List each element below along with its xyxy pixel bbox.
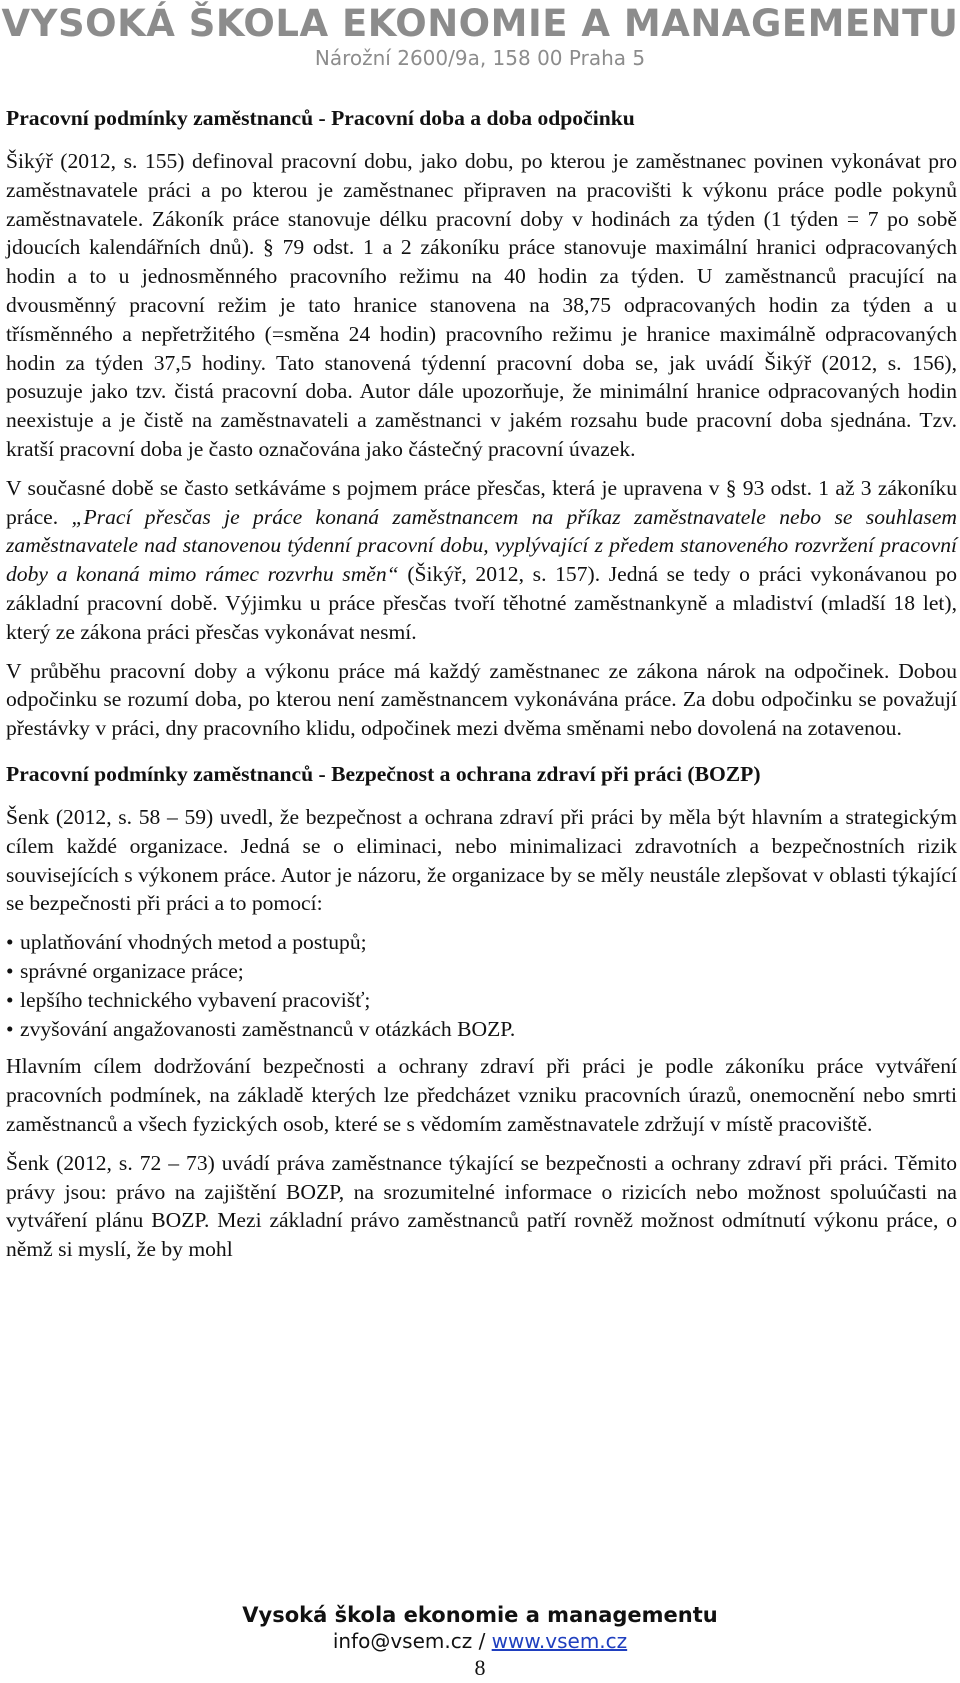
list-item: • lepšího technického vybavení pracovišť; bbox=[6, 986, 957, 1015]
overtime-quote: „Prací přesčas je práce konaná zaměstnancem na příkaz zaměstnavatele nebo se souhlasem zaměstnavatele nad stanovenou týdenní pracovní dobu, vyplývající z předem stanoveného rozvržení pracovní doby a konaná mimo rámec rozvrhu směn“ bbox=[6, 504, 957, 587]
bullet-icon: • bbox=[6, 958, 14, 983]
bullet-icon: • bbox=[6, 987, 14, 1012]
footer-separator: / bbox=[472, 1629, 492, 1653]
paragraph-working-time: Šikýř (2012, s. 155) definoval pracovní dobu, jako dobu, po kterou je zaměstnanec povinen vykonávat pro zaměstnavatele práci a po kterou je zaměstnanec připraven na pracovišti k výkonu práce podle pokynů zaměstnavatele. Zákoník práce stanovuje délku pracovní doby v hodinách za týden (1 týden = 7 po sobě jdoucích kalendářních dnů). § 79 odst. 1 a 2 zákoníku práce stanovuje maximální hranici odpracovaných hodin a to u jednosměnného pracovního režimu na 40 hodin za týden. U zaměstnanců pracující na dvousměnný pracovní režim je tato hranice stanovena na 38,75 odpracovaných hodin za týden a u třísměnného a nepřetržitého (=směna 24 hodin) pracovního režimu je hranice maximálně odpracovaných hodin za týden 37,5 hodiny. Tato stanovená týdenní pracovní doba se, jak uvádí Šikýř (2012, s. 156), posuzuje jako tzv. čistá pracovní doba. Autor dále upozorňuje, že minimální hranice odpracovaných hodin neexistuje a je čistě na zaměstnavateli a zaměstnanci v jakém rozsahu bude pracovní doba sjednána. Tzv. kratší pracovní doba je často označována jako částečný pracovní úvazek. bbox=[6, 149, 957, 461]
footer-website-link[interactable]: www.vsem.cz bbox=[491, 1629, 628, 1653]
paragraph-bozp-goal: Hlavním cílem dodržování bezpečnosti a ochrany zdraví při práci je podle zákoníku práce vytváření pracovních podmínek, na základě kterých lze předcházet vzniku pracovních úrazů, onemocnění nebo smrti zaměstnanců a všech fyzických osob, které se s vědomím zaměstnavatele zdržují v místě pracoviště. bbox=[6, 1054, 957, 1136]
list-item: • uplatňování vhodných metod a postupů; bbox=[6, 928, 957, 957]
list-item: • správné organizace práce; bbox=[6, 957, 957, 986]
document-body bbox=[6, 103, 957, 1274]
bullet-icon: • bbox=[6, 930, 14, 955]
bozp-measures-list bbox=[6, 928, 957, 1043]
page-footer bbox=[0, 1602, 960, 1680]
section-heading-working-time: Pracovní podmínky zaměstnanců - Pracovní doba a doba odpočinku bbox=[6, 106, 635, 130]
footer-school-name: Vysoká škola ekonomie a managementu bbox=[242, 1603, 718, 1627]
header-title: VYSOKÁ ŠKOLA EKONOMIE A MANAGEMENTU bbox=[1, 2, 959, 45]
header-address: Nárožní 2600/9a, 158 00 Praha 5 bbox=[314, 46, 646, 70]
section-heading-bozp: Pracovní podmínky zaměstnanců - Bezpečnost a ochrana zdraví při práci (BOZP) bbox=[6, 761, 761, 786]
paragraph-overtime-end: (Šikýř, 2012, s. 157). Jedná se tedy o práci vykonávanou po základní pracovní době. Výjimku u práce přesčas tvoří těhotné zaměstnankyně a mladiství (mladší 18 let), který ze zákona práci přesčas vykonávat nesmí. bbox=[6, 562, 958, 644]
page-number: 8 bbox=[474, 1655, 486, 1680]
paragraph-bozp-intro: Šenk (2012, s. 58 – 59) uvedl, že bezpečnost a ochrana zdraví při práci by měla být hlavním a strategickým cílem každé organizace. Jedná se o eliminaci, nebo minimalizaci zdravotních a bezpečnostních rizik souvisejících s výkonem práce. Autor je názoru, že organizace by se měly neustále zlepšovat v oblasti týkající se bezpečnosti při práci a to pomocí: bbox=[6, 804, 957, 916]
paragraph-employee-rights: Šenk (2012, s. 72 – 73) uvádí práva zaměstnance týkající se bezpečnosti a ochrany zdraví při práci. Těmito právy jsou: právo na zajištění BOZP, na srozumitelné informace o rizicích nebo možnost spoluúčasti na vytváření plánu BOZP. Mezi základní právo zaměstnanců patří rovněž možnost odmítnutí výkonu práce, o němž si myslí, že by mohl bbox=[6, 1150, 957, 1262]
bullet-icon: • bbox=[6, 1016, 14, 1041]
footer-contact bbox=[0, 1628, 960, 1654]
paragraph-overtime bbox=[6, 474, 957, 647]
footer-email: info@vsem.cz bbox=[332, 1629, 473, 1653]
paragraph-rest-period: V průběhu pracovní doby a výkonu práce má každý zaměstnanec ze zákona nárok na odpočinek. Dobou odpočinku se rozumí doba, po kterou není zaměstnancem vykonávána práce. Za dobu odpočinku se považují přestávky v práci, dny pracovního klidu, odpočinek mezi dvěma směnami nebo dovolená na zotavenou. bbox=[6, 658, 957, 741]
list-item: • zvyšování angažovanosti zaměstnanců v otázkách BOZP. bbox=[6, 1015, 957, 1044]
paragraph-overtime-intro: V současné době se často setkáváme s pojmem práce přesčas, která je upravena v § 93 odst. 1 až 3 zákoníku práce. bbox=[6, 475, 957, 529]
